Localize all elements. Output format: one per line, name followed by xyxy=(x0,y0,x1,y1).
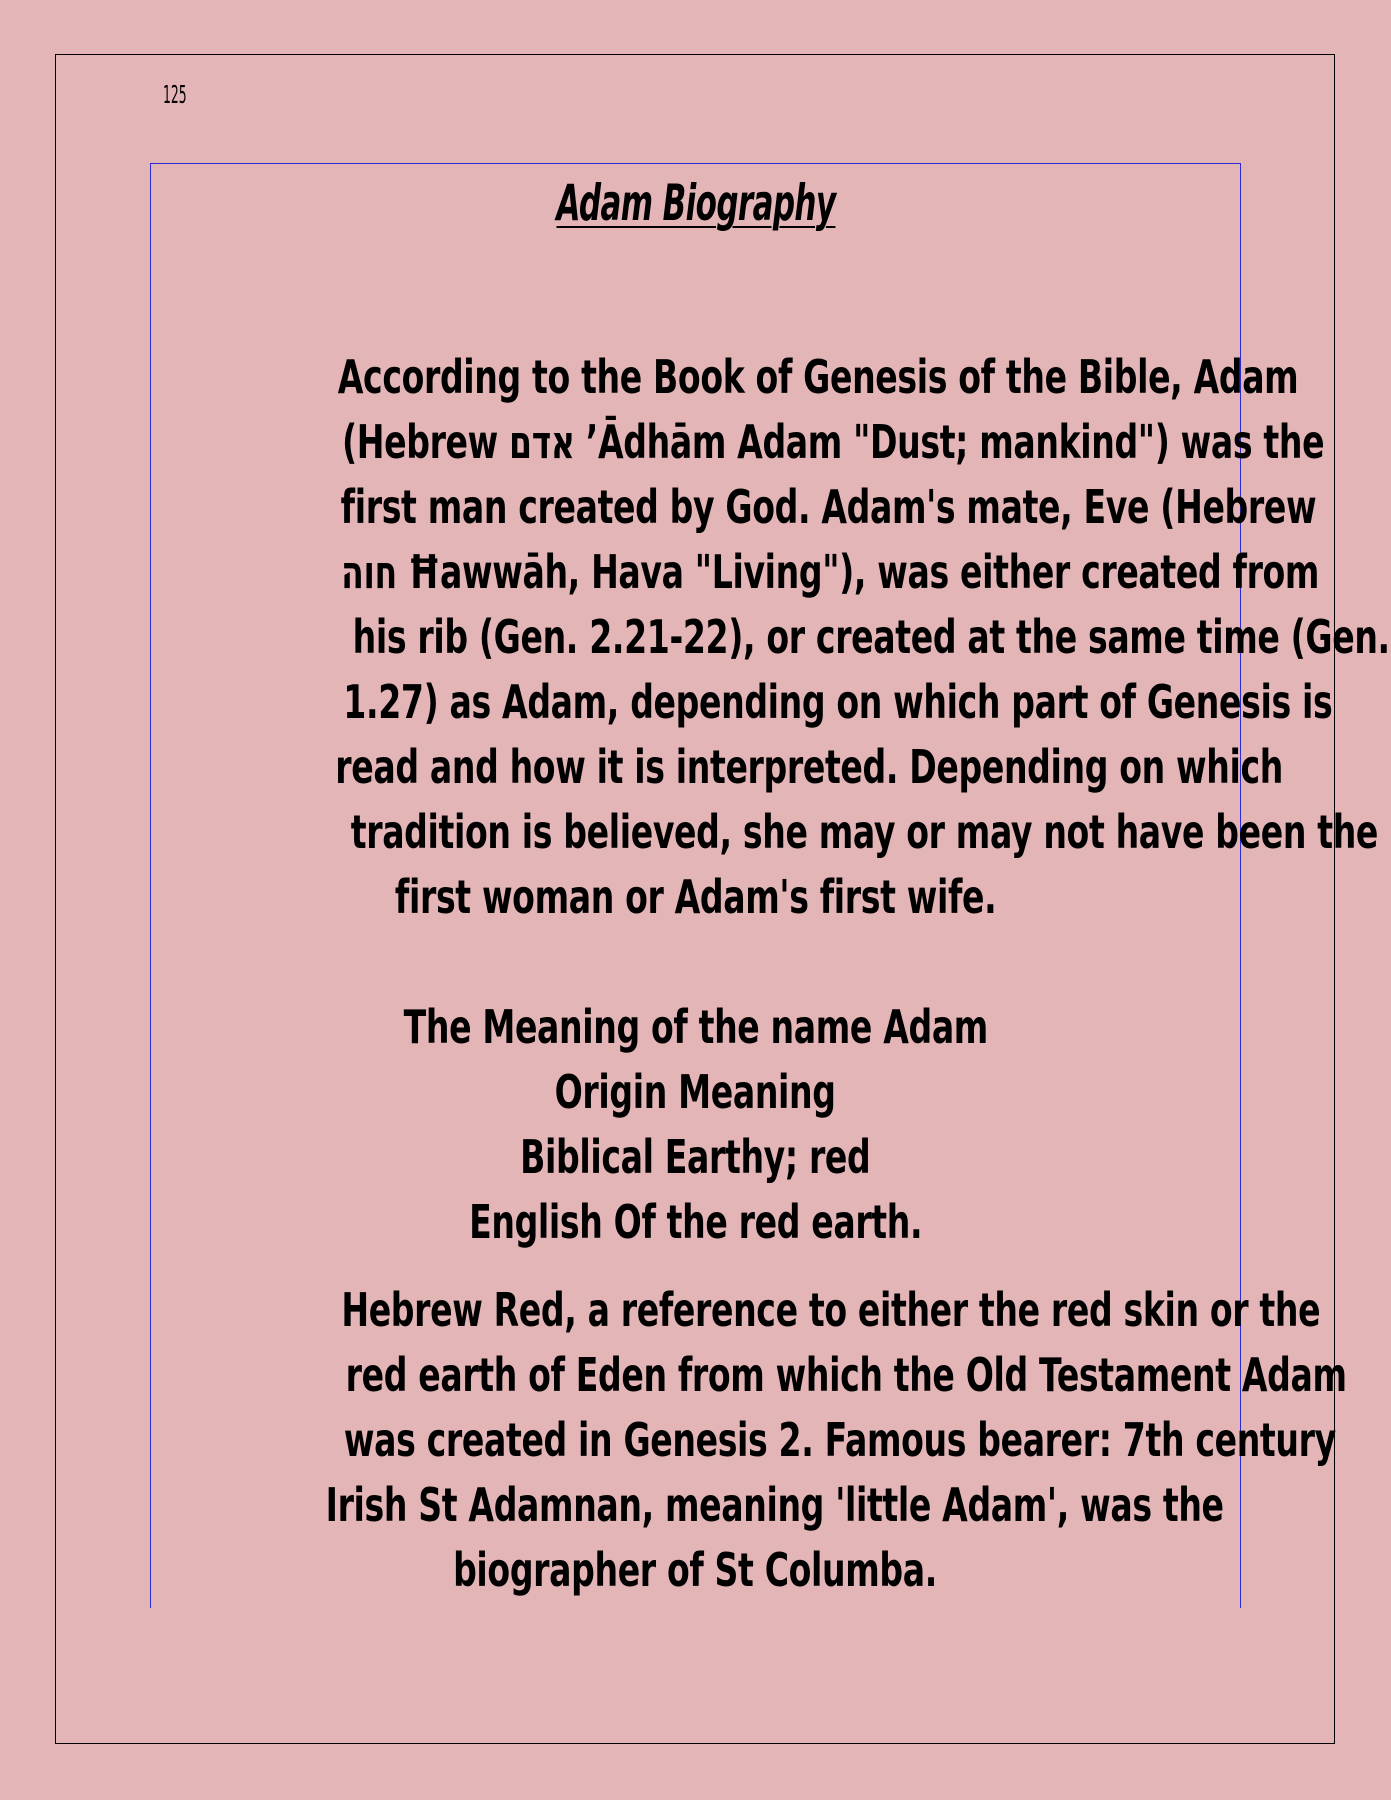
text-line: biographer of St Columba. xyxy=(453,1543,938,1597)
meaning-heading xyxy=(151,1000,1240,1054)
text-line: first woman or Adam's first wife. xyxy=(394,870,997,924)
paragraph-2-line xyxy=(151,1543,1240,1597)
text-line: חוה Ħawwāh, Hava "Living"), was either created from xyxy=(341,545,1320,599)
content-box xyxy=(150,163,1390,1608)
text-line: The Meaning of the name Adam xyxy=(403,1000,988,1054)
meaning-line xyxy=(151,1130,1240,1184)
paragraph-2-line xyxy=(151,1478,1240,1532)
paragraph-2-line xyxy=(151,1348,1347,1402)
page-title: Adam Biography xyxy=(556,174,835,232)
text-line: Origin Meaning xyxy=(555,1065,836,1119)
paragraph-1-line xyxy=(151,545,1320,599)
paragraph-1-line xyxy=(151,350,1299,404)
paragraph-1-line xyxy=(151,415,1325,469)
text-line: read and how it is interpreted. Depending on which xyxy=(335,740,1283,794)
meaning-line xyxy=(151,1195,1240,1249)
text-line: 1.27) as Adam, depending on which part of Genesis is xyxy=(343,675,1333,729)
text-line: According to the Book of Genesis of the Bible, Adam xyxy=(337,350,1299,404)
text-line: his rib (Gen. 2.21-22), or created at the same time (Gen. xyxy=(352,610,1390,664)
title-row xyxy=(151,174,1240,232)
page-number: 125 xyxy=(163,80,187,109)
paragraph-1-line xyxy=(151,740,1283,794)
paragraph-1-line xyxy=(151,805,1379,859)
text-line: Biblical Earthy; red xyxy=(520,1130,871,1184)
paragraph-1-line xyxy=(151,870,1240,924)
text-line: first man created by God. Adam's mate, Eve (Hebrew xyxy=(340,480,1317,534)
text-line: (Hebrew אדם ʼĀdhām Adam "Dust; mankind") was the xyxy=(341,415,1325,469)
paragraph-2-line xyxy=(151,1413,1336,1467)
text-line: Irish St Adamnan, meaning 'little Adam', was the xyxy=(325,1478,1224,1532)
text-line: Hebrew Red, a reference to either the red skin or the xyxy=(341,1283,1321,1337)
paragraph-1-line xyxy=(151,675,1333,729)
meaning-line xyxy=(151,1065,1240,1119)
text-line: red earth of Eden from which the Old Testament Adam xyxy=(345,1348,1347,1402)
paragraph-1-line xyxy=(151,610,1390,664)
text-line: English Of the red earth. xyxy=(468,1195,923,1249)
text-line: was created in Genesis 2. Famous bearer: 7th century xyxy=(343,1413,1336,1467)
text-line: tradition is believed, she may or may not have been the xyxy=(350,805,1379,859)
paragraph-2-line xyxy=(151,1283,1321,1337)
paragraph-1-line xyxy=(151,480,1317,534)
